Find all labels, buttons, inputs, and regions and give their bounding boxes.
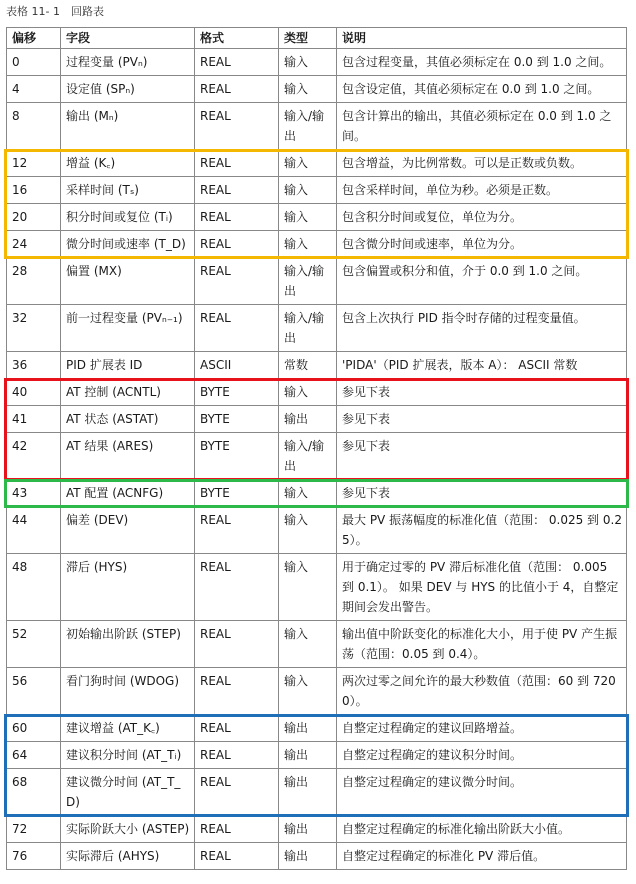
column-header-offset: 偏移	[7, 28, 61, 49]
field-cell: 实际滞后 (AHYS)	[61, 843, 195, 870]
table-body	[7, 49, 627, 870]
description-cell: 参见下表	[337, 480, 627, 507]
field-cell: AT 控制 (ACNTL)	[61, 379, 195, 406]
description-cell: 包含上次执行 PID 指令时存储的过程变量值。	[337, 305, 627, 352]
loop-table	[6, 27, 627, 870]
type-cell: 输出	[279, 816, 337, 843]
description-cell: 包含增益，为比例常数。可以是正数或负数。	[337, 150, 627, 177]
offset-cell: 76	[7, 843, 61, 870]
field-cell: 建议积分时间 (AT_Tᵢ)	[61, 742, 195, 769]
table-row	[7, 507, 627, 554]
offset-cell: 72	[7, 816, 61, 843]
table-row	[7, 103, 627, 150]
offset-cell: 0	[7, 49, 61, 76]
table-row	[7, 769, 627, 816]
format-cell: REAL	[195, 49, 279, 76]
format-cell: REAL	[195, 150, 279, 177]
offset-cell: 36	[7, 352, 61, 379]
description-cell: 参见下表	[337, 433, 627, 480]
description-cell: 用于确定过零的 PV 滞后标准化值（范围： 0.005 到 0.1）。 如果 DEV 与 HYS 的比值小于 4，自整定期间会发出警告。	[337, 554, 627, 621]
format-cell: REAL	[195, 305, 279, 352]
format-cell: REAL	[195, 231, 279, 258]
table-row	[7, 715, 627, 742]
type-cell: 输出	[279, 715, 337, 742]
table-row	[7, 76, 627, 103]
offset-cell: 8	[7, 103, 61, 150]
format-cell: REAL	[195, 554, 279, 621]
field-cell: 滞后 (HYS)	[61, 554, 195, 621]
description-cell: 自整定过程确定的建议积分时间。	[337, 742, 627, 769]
table-row	[7, 204, 627, 231]
format-cell: ASCII	[195, 352, 279, 379]
type-cell: 输出	[279, 843, 337, 870]
format-cell: REAL	[195, 76, 279, 103]
description-cell: 包含积分时间或复位，单位为分。	[337, 204, 627, 231]
offset-cell: 64	[7, 742, 61, 769]
field-cell: 偏置 (MX)	[61, 258, 195, 305]
format-cell: REAL	[195, 715, 279, 742]
column-header-format: 格式	[195, 28, 279, 49]
description-cell: 自整定过程确定的建议回路增益。	[337, 715, 627, 742]
field-cell: 增益 (K꜀)	[61, 150, 195, 177]
table-caption: 表格 11- 1 回路表	[6, 5, 104, 18]
table-row	[7, 49, 627, 76]
type-cell: 输入/输出	[279, 433, 337, 480]
field-cell: 过程变量 (PVₙ)	[61, 49, 195, 76]
table-row	[7, 554, 627, 621]
offset-cell: 40	[7, 379, 61, 406]
format-cell: BYTE	[195, 433, 279, 480]
offset-cell: 20	[7, 204, 61, 231]
table-row	[7, 742, 627, 769]
description-cell: 自整定过程确定的标准化 PV 滞后值。	[337, 843, 627, 870]
column-header-description: 说明	[337, 28, 627, 49]
table-header-row	[7, 28, 627, 49]
field-cell: 偏差 (DEV)	[61, 507, 195, 554]
type-cell: 输入	[279, 480, 337, 507]
type-cell: 输入	[279, 177, 337, 204]
table-row	[7, 843, 627, 870]
field-cell: PID 扩展表 ID	[61, 352, 195, 379]
field-cell: 前一过程变量 (PVₙ₋₁)	[61, 305, 195, 352]
offset-cell: 12	[7, 150, 61, 177]
type-cell: 输入	[279, 621, 337, 668]
column-header-type: 类型	[279, 28, 337, 49]
format-cell: REAL	[195, 204, 279, 231]
type-cell: 常数	[279, 352, 337, 379]
description-cell: 包含采样时间，单位为秒。必须是正数。	[337, 177, 627, 204]
format-cell: BYTE	[195, 406, 279, 433]
format-cell: REAL	[195, 769, 279, 816]
offset-cell: 28	[7, 258, 61, 305]
field-cell: 采样时间 (Tₛ)	[61, 177, 195, 204]
format-cell: REAL	[195, 258, 279, 305]
description-cell: 两次过零之间允许的最大秒数值（范围：60 到 7200）。	[337, 668, 627, 715]
type-cell: 输入	[279, 668, 337, 715]
type-cell: 输入	[279, 49, 337, 76]
description-cell: 包含计算出的输出，其值必须标定在 0.0 到 1.0 之间。	[337, 103, 627, 150]
description-cell: 包含微分时间或速率，单位为分。	[337, 231, 627, 258]
description-cell: 参见下表	[337, 406, 627, 433]
description-cell: 自整定过程确定的标准化输出阶跃大小值。	[337, 816, 627, 843]
table-row	[7, 177, 627, 204]
description-cell: 包含偏置或积分和值，介于 0.0 到 1.0 之间。	[337, 258, 627, 305]
field-cell: 设定值 (SPₙ)	[61, 76, 195, 103]
type-cell: 输入	[279, 76, 337, 103]
format-cell: REAL	[195, 177, 279, 204]
format-cell: REAL	[195, 621, 279, 668]
field-cell: 建议微分时间 (AT_T_D)	[61, 769, 195, 816]
field-cell: 微分时间或速率 (T_D)	[61, 231, 195, 258]
table-row	[7, 258, 627, 305]
format-cell: BYTE	[195, 379, 279, 406]
offset-cell: 42	[7, 433, 61, 480]
field-cell: 初始输出阶跃 (STEP)	[61, 621, 195, 668]
field-cell: AT 结果 (ARES)	[61, 433, 195, 480]
offset-cell: 41	[7, 406, 61, 433]
type-cell: 输出	[279, 406, 337, 433]
type-cell: 输入/输出	[279, 305, 337, 352]
table-row	[7, 480, 627, 507]
type-cell: 输入	[279, 379, 337, 406]
offset-cell: 60	[7, 715, 61, 742]
table-row	[7, 816, 627, 843]
table-row	[7, 621, 627, 668]
description-cell: 输出值中阶跃变化的标准化大小，用于使 PV 产生振荡（范围：0.05 到 0.4）。	[337, 621, 627, 668]
field-cell: 看门狗时间 (WDOG)	[61, 668, 195, 715]
type-cell: 输入	[279, 204, 337, 231]
field-cell: 实际阶跃大小 (ASTEP)	[61, 816, 195, 843]
type-cell: 输出	[279, 769, 337, 816]
offset-cell: 52	[7, 621, 61, 668]
type-cell: 输入	[279, 554, 337, 621]
offset-cell: 4	[7, 76, 61, 103]
offset-cell: 43	[7, 480, 61, 507]
format-cell: REAL	[195, 668, 279, 715]
type-cell: 输入	[279, 231, 337, 258]
table-row	[7, 305, 627, 352]
table-row	[7, 150, 627, 177]
description-cell: 'PIDA'（PID 扩展表，版本 A）： ASCII 常数	[337, 352, 627, 379]
field-cell: 建议增益 (AT_K꜀)	[61, 715, 195, 742]
offset-cell: 56	[7, 668, 61, 715]
table-row	[7, 668, 627, 715]
type-cell: 输入/输出	[279, 258, 337, 305]
format-cell: REAL	[195, 843, 279, 870]
column-header-field: 字段	[61, 28, 195, 49]
table-row	[7, 406, 627, 433]
offset-cell: 44	[7, 507, 61, 554]
type-cell: 输入	[279, 507, 337, 554]
offset-cell: 24	[7, 231, 61, 258]
offset-cell: 32	[7, 305, 61, 352]
format-cell: REAL	[195, 507, 279, 554]
description-cell: 包含设定值，其值必须标定在 0.0 到 1.0 之间。	[337, 76, 627, 103]
format-cell: REAL	[195, 816, 279, 843]
description-cell: 包含过程变量，其值必须标定在 0.0 到 1.0 之间。	[337, 49, 627, 76]
format-cell: BYTE	[195, 480, 279, 507]
offset-cell: 16	[7, 177, 61, 204]
offset-cell: 48	[7, 554, 61, 621]
field-cell: 积分时间或复位 (Tᵢ)	[61, 204, 195, 231]
type-cell: 输出	[279, 742, 337, 769]
description-cell: 自整定过程确定的建议微分时间。	[337, 769, 627, 816]
field-cell: AT 状态 (ASTAT)	[61, 406, 195, 433]
type-cell: 输入	[279, 150, 337, 177]
type-cell: 输入/输出	[279, 103, 337, 150]
offset-cell: 68	[7, 769, 61, 816]
description-cell: 参见下表	[337, 379, 627, 406]
table-row	[7, 352, 627, 379]
table-row	[7, 231, 627, 258]
description-cell: 最大 PV 振荡幅度的标准化值（范围： 0.025 到 0.25）。	[337, 507, 627, 554]
field-cell: AT 配置 (ACNFG)	[61, 480, 195, 507]
format-cell: REAL	[195, 103, 279, 150]
table-row	[7, 379, 627, 406]
format-cell: REAL	[195, 742, 279, 769]
field-cell: 输出 (Mₙ)	[61, 103, 195, 150]
table-row	[7, 433, 627, 480]
